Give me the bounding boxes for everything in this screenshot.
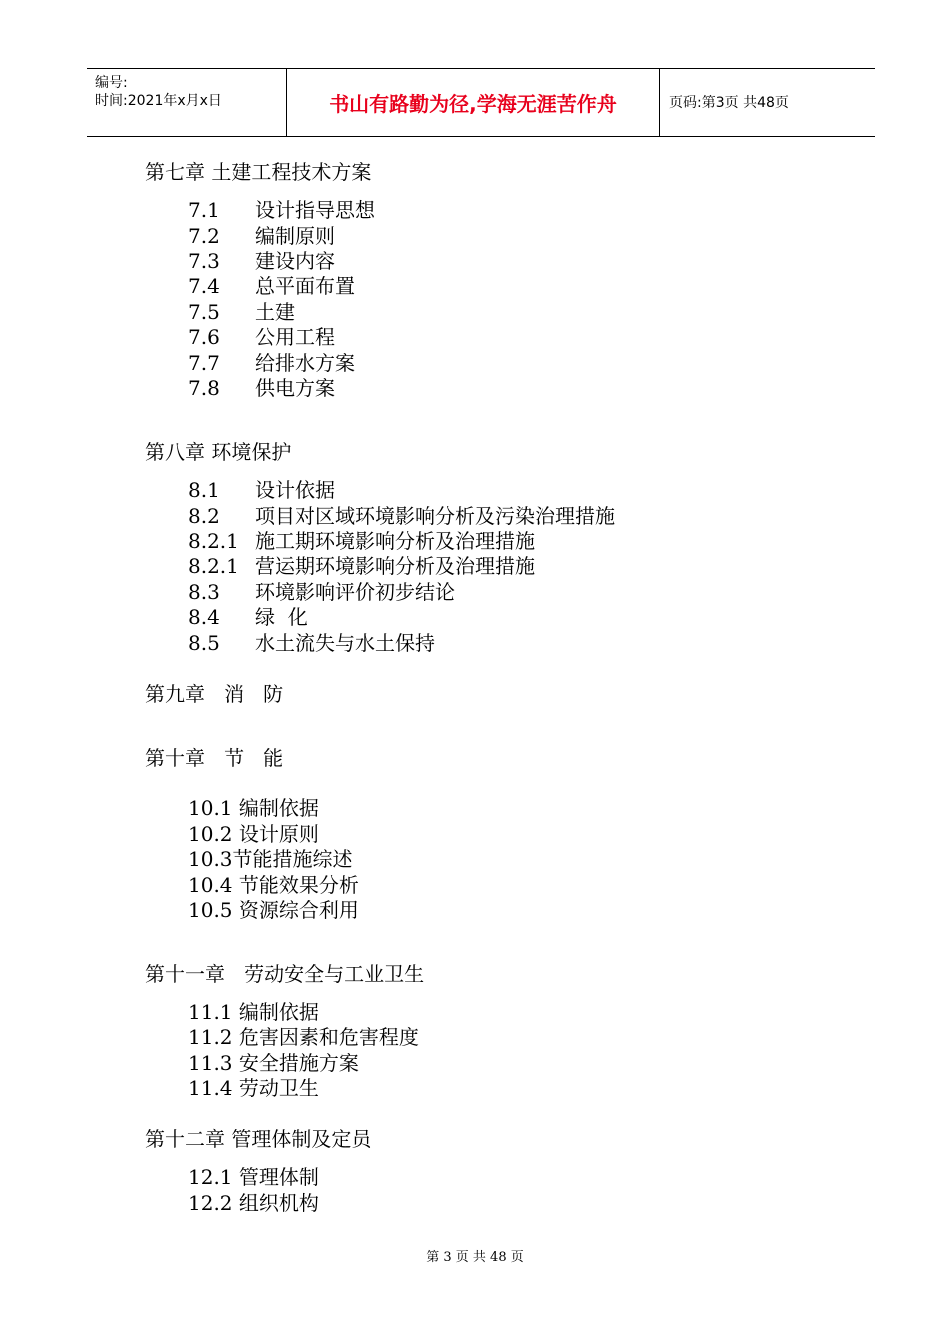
document-time-label: 时间:2021年x月x日 bbox=[95, 93, 222, 109]
section-number: 7.4 bbox=[188, 274, 220, 298]
toc-section bbox=[188, 604, 308, 630]
section-number: 8.5 bbox=[188, 631, 220, 655]
toc-section bbox=[188, 248, 335, 274]
toc-section bbox=[188, 579, 455, 605]
section-title: 设计指导思想 bbox=[255, 198, 375, 222]
section-title: 总平面布置 bbox=[255, 274, 355, 298]
section-title: 绿 化 bbox=[255, 605, 308, 629]
section-number: 7.7 bbox=[188, 351, 220, 375]
toc-chapter-12: 第十二章 管理体制及定员 bbox=[145, 1127, 372, 1151]
toc-chapter-9: 第九章 消 防 bbox=[145, 682, 284, 706]
toc-chapter-8: 第八章 环境保护 bbox=[145, 440, 292, 464]
toc-section bbox=[188, 630, 435, 656]
section-title: 建设内容 bbox=[255, 249, 335, 273]
section-number: 7.3 bbox=[188, 249, 220, 273]
toc-section bbox=[188, 273, 355, 299]
section-title: 环境影响评价初步结论 bbox=[255, 580, 455, 604]
section-number: 7.8 bbox=[188, 376, 220, 400]
section-title: 公用工程 bbox=[255, 325, 335, 349]
toc-chapter-11: 第十一章 劳动安全与工业卫生 bbox=[145, 962, 425, 986]
page-footer: 第 3 页 共 48 页 bbox=[426, 1250, 524, 1265]
toc-section bbox=[188, 197, 375, 223]
toc-section: 10.2 设计原则 bbox=[188, 822, 319, 846]
header-page-number: 页码:第3页 共48页 bbox=[669, 95, 789, 111]
toc-section bbox=[188, 299, 295, 325]
section-title: 供电方案 bbox=[255, 376, 335, 400]
toc-section: 10.4 节能效果分析 bbox=[188, 873, 359, 897]
toc-section bbox=[188, 503, 615, 529]
toc-section bbox=[188, 350, 355, 376]
toc-section: 10.3节能措施综述 bbox=[188, 847, 353, 871]
toc-section: 11.1 编制依据 bbox=[188, 1000, 319, 1024]
toc-section bbox=[188, 375, 335, 401]
section-title: 营运期环境影响分析及治理措施 bbox=[255, 554, 535, 578]
section-number: 7.6 bbox=[188, 325, 220, 349]
section-number: 7.1 bbox=[188, 198, 220, 222]
toc-chapter-7: 第七章 土建工程技术方案 bbox=[145, 160, 372, 184]
section-number: 8.2.1 bbox=[188, 554, 239, 578]
section-title: 施工期环境影响分析及治理措施 bbox=[255, 529, 535, 553]
section-number: 8.2.1 bbox=[188, 529, 239, 553]
section-title: 土建 bbox=[255, 300, 295, 324]
section-title: 给排水方案 bbox=[255, 351, 355, 375]
header-motto: 书山有路勤为径,学海无涯苦作舟 bbox=[329, 92, 617, 116]
section-number: 7.2 bbox=[188, 224, 220, 248]
toc-section: 12.1 管理体制 bbox=[188, 1165, 319, 1189]
section-title: 项目对区域环境影响分析及污染治理措施 bbox=[255, 504, 615, 528]
toc-section bbox=[188, 324, 335, 350]
section-title: 水土流失与水土保持 bbox=[255, 631, 435, 655]
document-code-label: 编号: bbox=[95, 75, 128, 91]
toc-section: 10.5 资源综合利用 bbox=[188, 898, 359, 922]
section-number: 7.5 bbox=[188, 300, 220, 324]
toc-section bbox=[188, 528, 535, 554]
toc-section bbox=[188, 223, 335, 249]
section-number: 8.1 bbox=[188, 478, 220, 502]
toc-section: 11.2 危害因素和危害程度 bbox=[188, 1025, 419, 1049]
section-number: 8.4 bbox=[188, 605, 220, 629]
section-number: 8.3 bbox=[188, 580, 220, 604]
toc-section: 10.1 编制依据 bbox=[188, 796, 319, 820]
section-title: 设计依据 bbox=[255, 478, 335, 502]
toc-section: 11.3 安全措施方案 bbox=[188, 1051, 359, 1075]
section-number: 8.2 bbox=[188, 504, 220, 528]
toc-section: 12.2 组织机构 bbox=[188, 1191, 319, 1215]
section-title: 编制原则 bbox=[255, 224, 335, 248]
toc-section: 11.4 劳动卫生 bbox=[188, 1076, 319, 1100]
toc-section bbox=[188, 553, 535, 579]
toc-chapter-10: 第十章 节 能 bbox=[145, 746, 284, 770]
toc-section bbox=[188, 477, 335, 503]
